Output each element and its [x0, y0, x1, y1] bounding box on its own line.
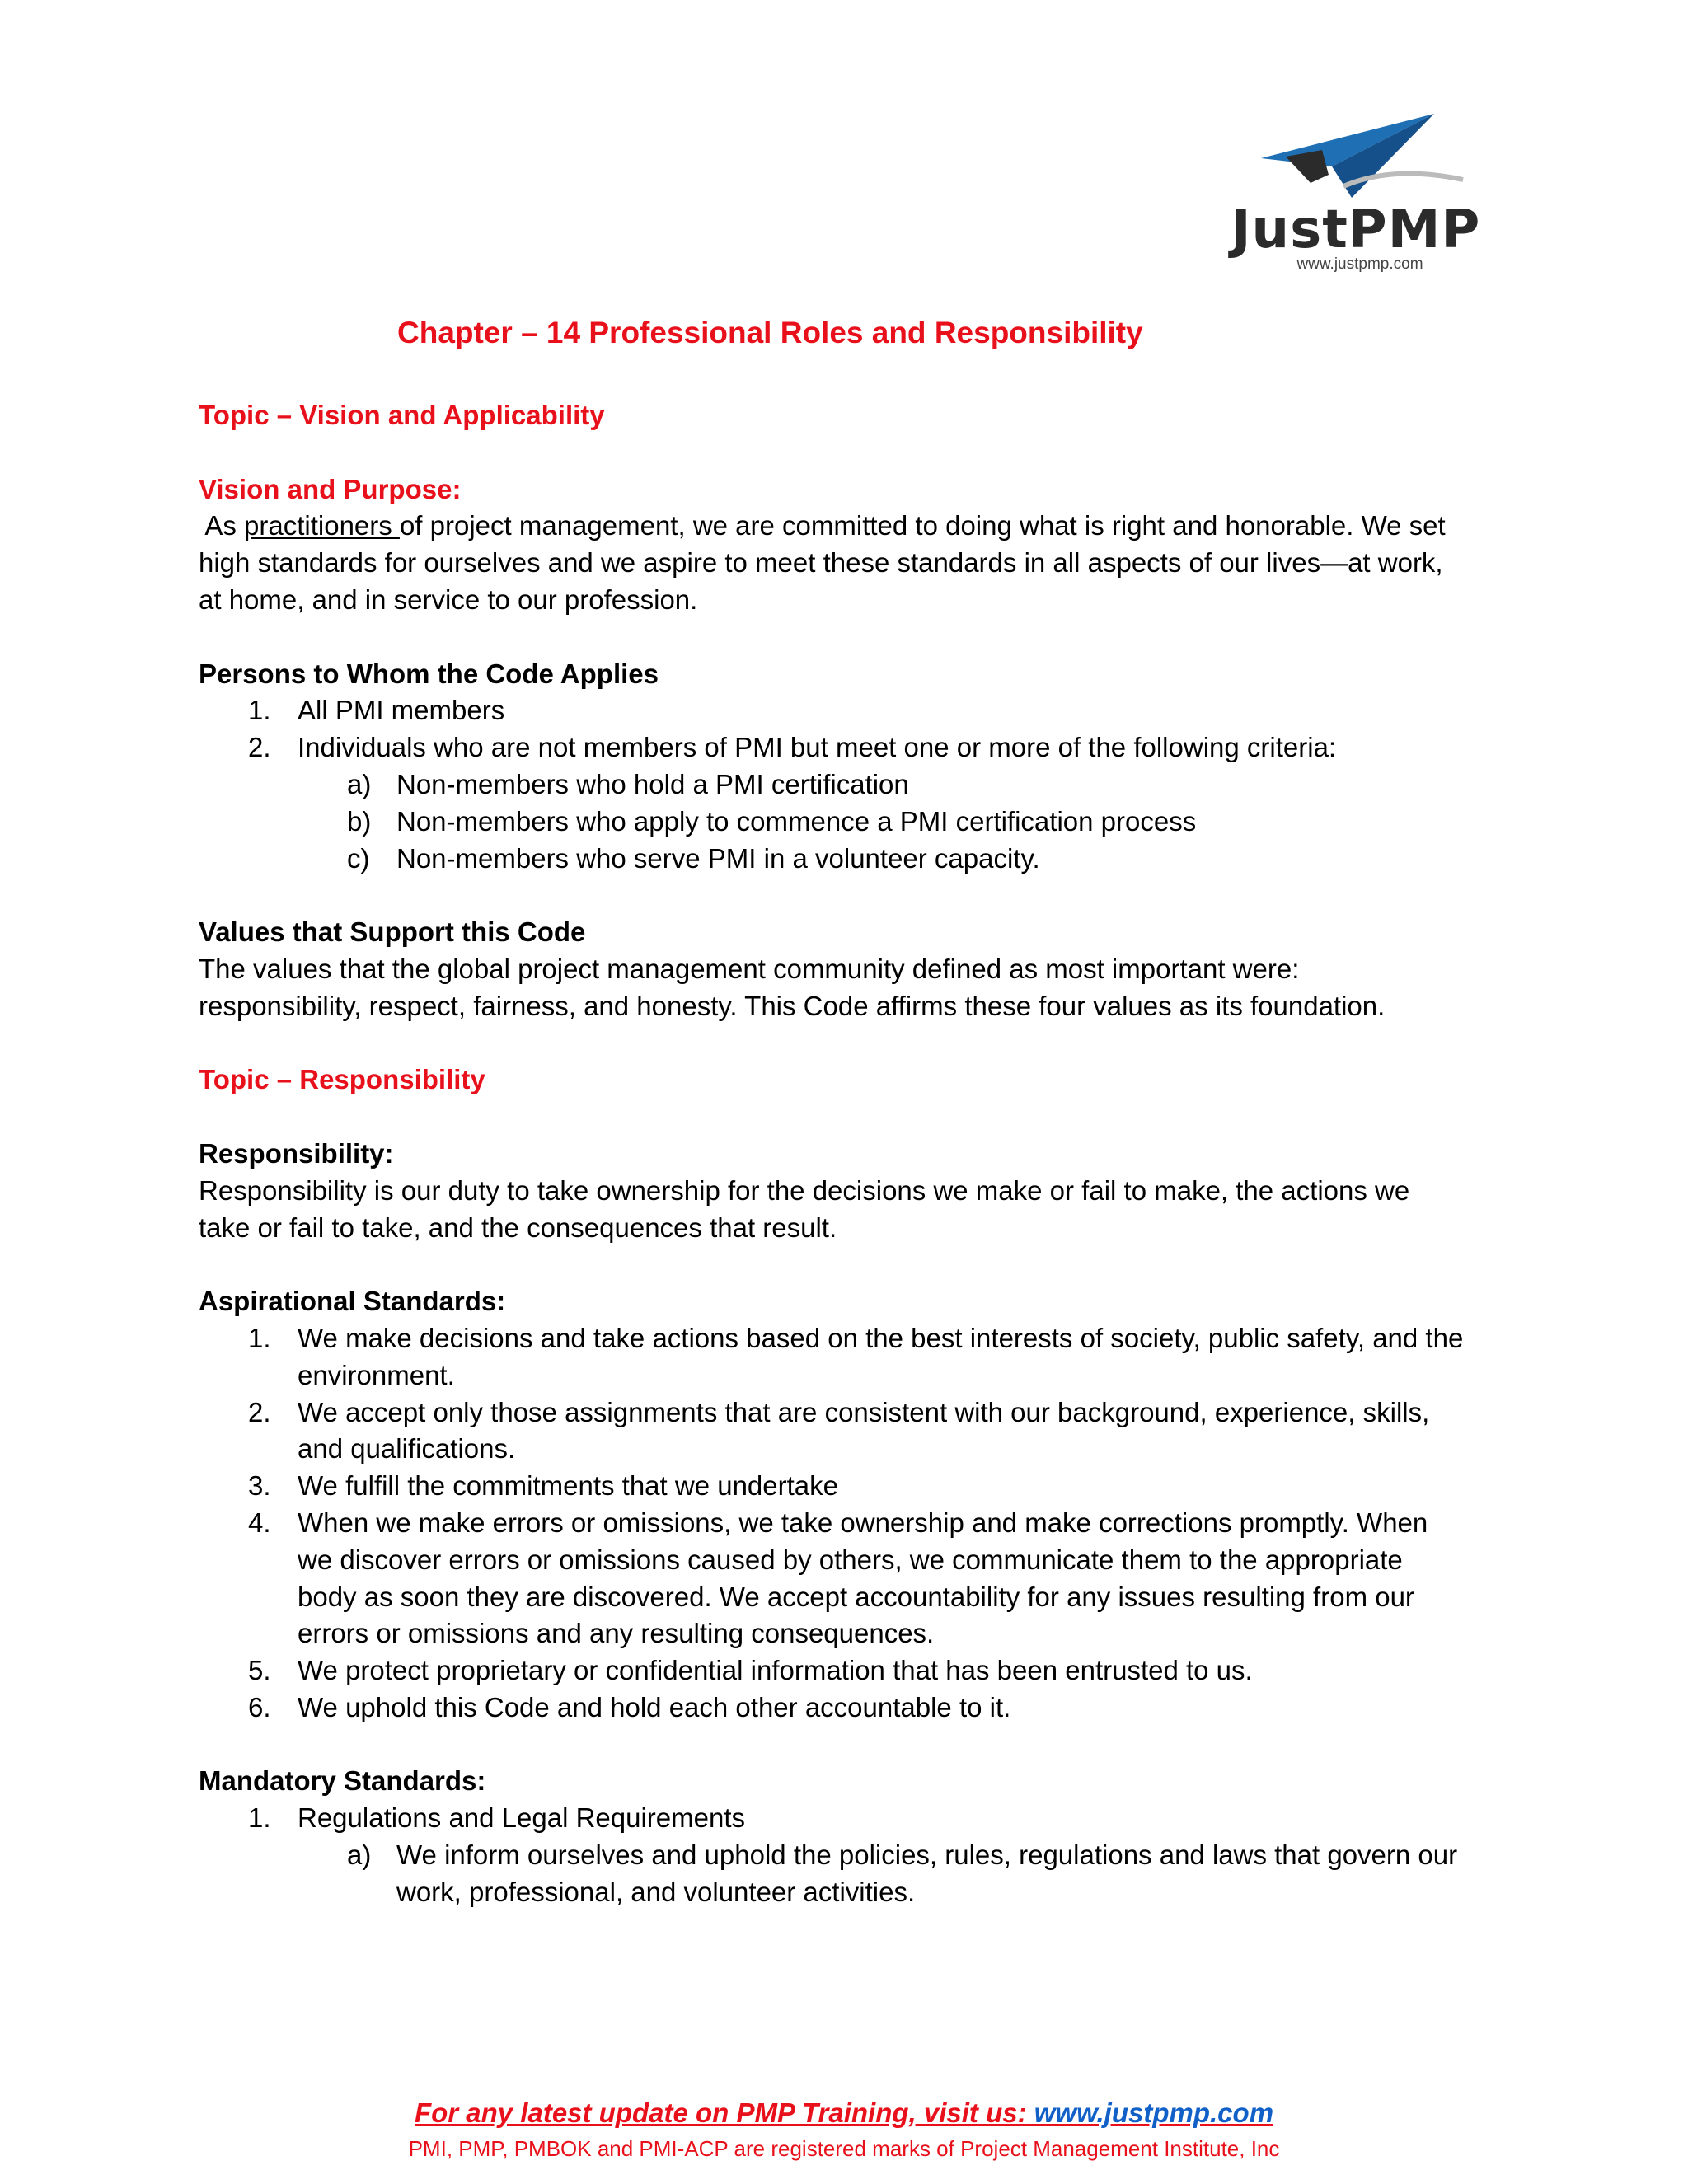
mandatory-sublist: [199, 1837, 1468, 1911]
practitioners-underlined: practitioners: [244, 510, 400, 541]
list-item: 1. All PMI members: [248, 695, 505, 726]
values-heading: Values that Support this Code: [199, 916, 586, 948]
responsibility-paragraph: Responsibility is our duty to take ownership for the decisions we make or fail to make, the actions we take or fail to take, and the consequences that result.: [199, 1174, 1410, 1243]
list-item: 1. Regulations and Legal Requirements: [248, 1802, 746, 1834]
list-item: 1. We make decisions and take actions based on the best interests of society, public safety, and the environment.: [248, 1322, 1464, 1390]
list-item: 2. Individuals who are not members of PMI but meet one or more of the following criteria:: [248, 732, 1337, 763]
footer-link[interactable]: www.justpmp.com: [1034, 2097, 1274, 2128]
list-item: b) Non-members who apply to commence a PMI certification process: [347, 805, 1197, 837]
vision-lead: As: [199, 510, 245, 541]
vision-heading: Vision and Purpose:: [199, 473, 462, 504]
responsibility-heading: Responsibility:: [199, 1137, 394, 1169]
logo-url: www.justpmp.com: [1296, 255, 1423, 273]
footer-trademark: PMI, PMP, PMBOK and PMI-ACP are registered marks of Project Management Institute, Inc: [408, 2136, 1280, 2161]
vision-paragraph: [199, 508, 1468, 618]
list-item: a) Non-members who hold a PMI certification: [347, 768, 909, 799]
topic-heading-vision: Topic – Vision and Applicability: [199, 400, 605, 430]
list-item: 4. When we make errors or omissions, we take ownership and make corrections promptly. When we discover errors or omissions caused by others, we communicate them to the appropriate body as soon they are discovered. We accept accountability for any issues resulting from our errors or omissions and any resulting consequences.: [248, 1507, 1428, 1649]
list-item: 3. We fulfill the commitments that we undertake: [248, 1470, 839, 1502]
aspirational-heading: Aspirational Standards:: [199, 1286, 506, 1317]
persons-list: [199, 692, 1468, 766]
values-paragraph: The values that the global project management community defined as most important were: responsibility, respect, fairness, and honesty. This Code affirms these four values as its foundation.: [199, 953, 1386, 1021]
list-item: c) Non-members who serve PMI in a volunteer capacity.: [347, 842, 1040, 874]
persons-heading: Persons to Whom the Code Applies: [199, 658, 659, 689]
list-item: 5. We protect proprietary or confidential information that has been entrusted to us.: [248, 1655, 1253, 1686]
mandatory-list: [199, 1800, 1468, 1837]
vision-text: of project management, we are committed to doing what is right and honorable. We set high standards for ourselves and we aspire to meet these standards in all aspects of our lives—at work, at home, and in service to our profession.: [199, 510, 1446, 615]
persons-sublist: [199, 766, 1468, 877]
list-item: 2. We accept only those assignments that are consistent with our background, experience, skills, and qualifications.: [248, 1396, 1430, 1465]
footer-promo-text: For any latest update on PMP Training, visit us:: [414, 2097, 1034, 2128]
justpmp-logo: [1228, 107, 1492, 280]
mandatory-heading: Mandatory Standards:: [199, 1765, 486, 1797]
footer-promo: [0, 2097, 1688, 2129]
chapter-title: Chapter – 14 Professional Roles and Responsibility: [397, 316, 1143, 349]
paper-plane-icon: [1253, 107, 1467, 206]
logo-wordmark: JustPMP: [1231, 199, 1481, 260]
aspirational-list: [199, 1320, 1468, 1727]
document-body: [199, 397, 1468, 1911]
list-item: 6. We uphold this Code and hold each other accountable to it.: [248, 1691, 1011, 1722]
topic-heading-responsibility: Topic – Responsibility: [199, 1064, 485, 1095]
list-item: a) We inform ourselves and uphold the policies, rules, regulations and laws that govern our work, professional, and volunteer activities.: [347, 1840, 1458, 1907]
